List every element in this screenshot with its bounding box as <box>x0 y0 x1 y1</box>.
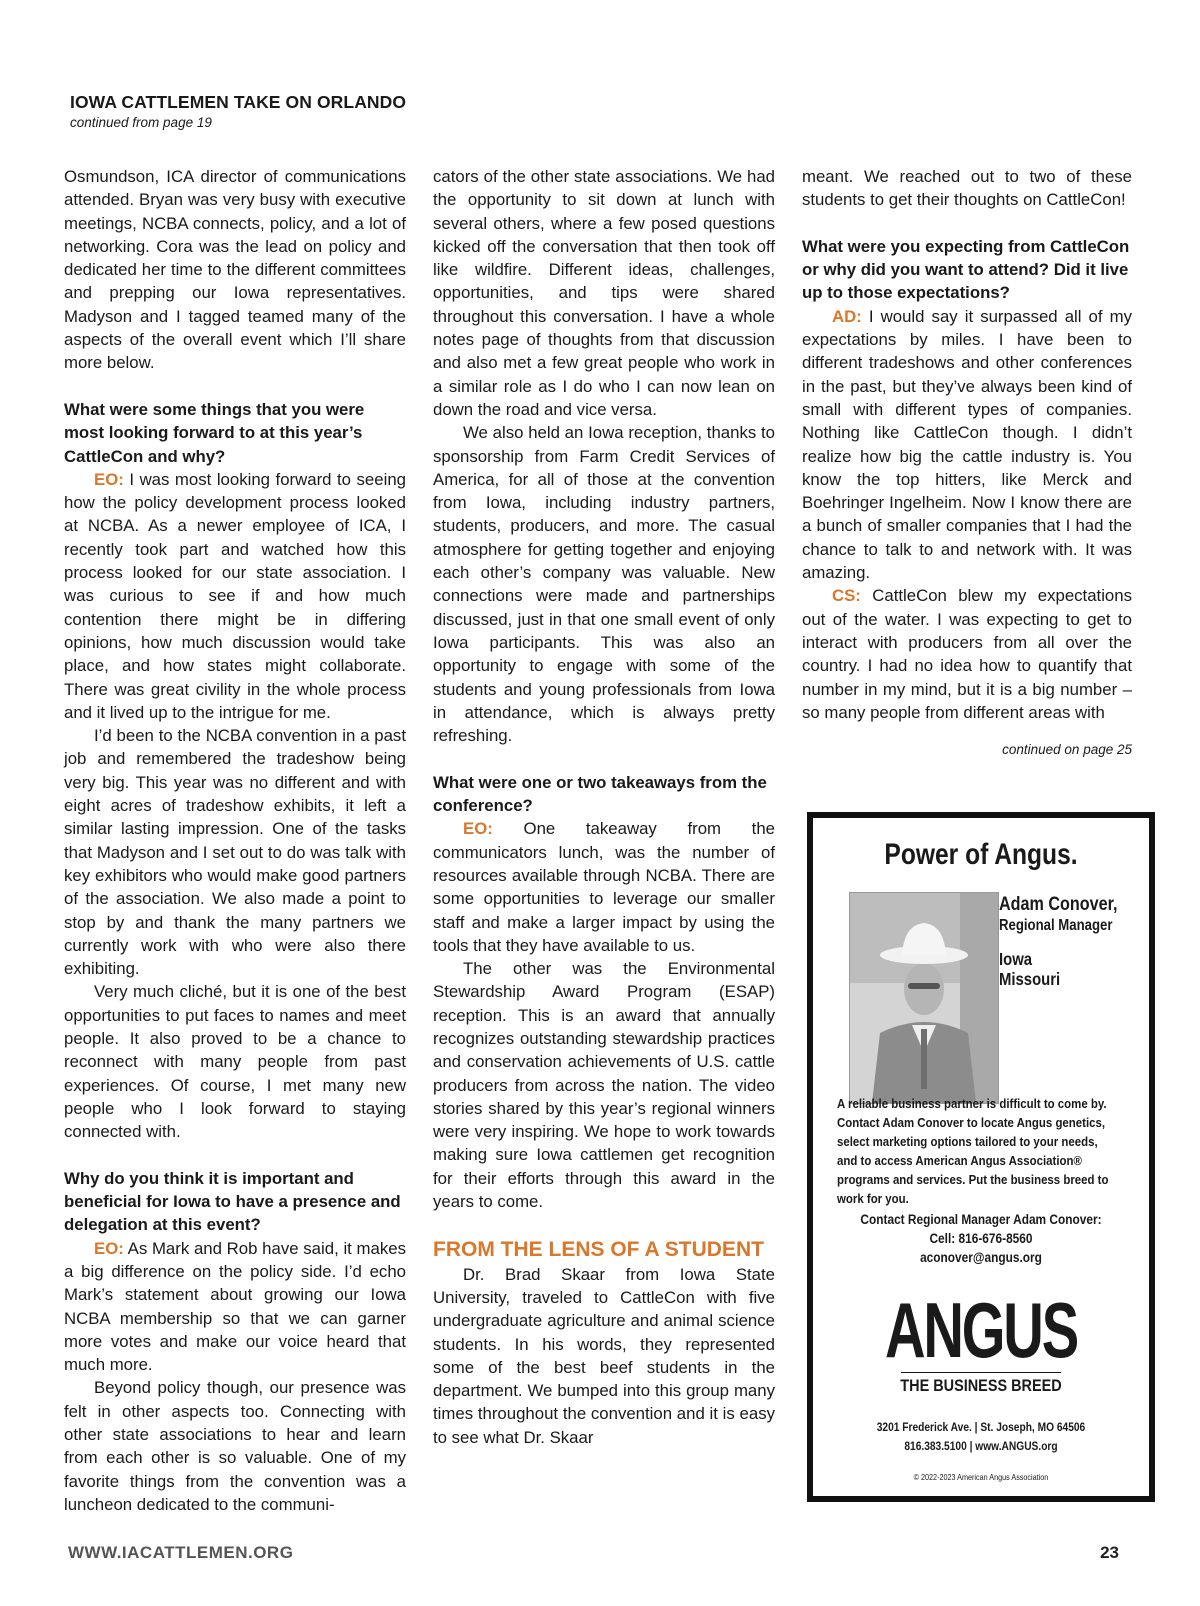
question-heading: Why do you think it is important and beneficial for Iowa to have a presence and delegation at this event? <box>64 1168 401 1235</box>
person-photo-icon <box>850 893 998 1103</box>
paragraph: AD: I would say it surpassed all of my expectations by miles. I have been to different tradeshows and other conferences in the past, but they’ve always been kind of small with different types of companies. Nothing like CattleCon though. I didn’t realize how big the cattle industry is. You know the top hitters, like Merck and Boehringer Ingelheim. Now I know there are a bunch of smaller companies that I had the chance to talk to and network with. It was amazing. <box>802 306 1132 583</box>
paragraph: meant. We reached out to two of these students to get their thoughts on CattleCon! <box>802 167 1132 210</box>
paragraph: We also held an Iowa reception, thanks to sponsorship from Farm Credit Services of America, for all of those at the convention from Iowa, including industry partners, students, producers, and more. The casual atmosphere for getting together and enjoying each other’s company was valuable. New connections were made and partnerships discussed, just in that one small event of only Iowa participants. This was also an opportunity to engage with some of the students and young professionals from Iowa in attendance, which is always pretty refreshing. <box>433 423 775 746</box>
section-heading: FROM THE LENS OF A STUDENT <box>433 1237 764 1261</box>
rep-photo <box>849 892 999 1104</box>
paragraph: The other was the Environmental Stewardship Award Program (ESAP) reception. This is an award that annually recognizes outstanding stewardship practices and conservation achievements of U.S. cattle producers from across the nation. The video stories shared by this year’s regional winners were very inspiring. We hope to work towards making sure Iowa cattlemen get recognition for their efforts through this award in the years to come. <box>433 959 775 1212</box>
ad-tagline: THE BUSINESS BREED <box>900 1376 1062 1395</box>
question-heading: What were some things that you were most looking forward to at this year’s CattleCon and why? <box>64 399 365 466</box>
contact-cell: Cell: 816-676-8560 <box>929 1231 1033 1246</box>
column-1 <box>64 165 406 1516</box>
angus-logo: ANGUS <box>884 1286 1078 1374</box>
paragraph: CS: CattleCon blew my expectations out of the water. I was expecting to get to interact with producers from all over the country. I had no idea how to quantify that number in my mind, but it is a big number – so many people from different areas with <box>802 586 1132 722</box>
paragraph: EO: As Mark and Rob have said, it makes a big difference on the policy side. I’d echo Mark’s statement about growing our Iowa NCBA membership so that we can garner more votes and make our voice heard that much more. <box>64 1238 406 1375</box>
ad-copyright: © 2022-2023 American Angus Association <box>913 1472 1049 1482</box>
speaker-label: EO: <box>94 469 124 489</box>
continued-on: continued on page 25 <box>1002 742 1132 758</box>
column-3 <box>802 165 1132 761</box>
article-title: IOWA CATTLEMEN TAKE ON ORLANDO <box>70 92 407 112</box>
speaker-label: AD: <box>832 306 862 326</box>
column-2 <box>433 165 775 1449</box>
footer-url[interactable]: WWW.IACATTLEMEN.ORG <box>68 1543 294 1562</box>
paragraph: EO: One takeaway from the communicators lunch, was the number of resources available through NCBA. There are some opportunities to leverage our smaller staff and make a larger impact by using the tools that they have available to us. <box>433 819 775 955</box>
paragraph: Very much cliché, but it is one of the best opportunities to put faces to names and meet people. It also proved to be a chance to reconnect with many people from past experiences. Of course, I met many new people who I look forward to staying connected with. <box>64 982 406 1142</box>
speaker-label: CS: <box>832 586 861 606</box>
ad-body-text: A reliable business partner is difficult to come by. Contact Adam Conover to locate Angus genetics, select marketing options tailored to your needs, and to access American Angus Association® programs and services. Put the business breed to work for you. <box>837 1096 1109 1206</box>
rep-state: Missouri <box>999 969 1061 989</box>
paragraph: Beyond policy though, our presence was felt in other aspects too. Connecting with other state associations to hear and learn from each other is so valuable. One of my favorite things from the convention was a luncheon dedicated to the communi- <box>64 1378 406 1514</box>
paragraph: cators of the other state associations. We had the opportunity to sit down at lunch with several others, where a few posed questions kicked off the conversation that then took off like wildfire. Different ideas, challenges, opportunities, and tips were shared throughout this conversation. I have a whole notes page of thoughts from that discussion and also met a few great people who work in a similar role as I do who I can now lean on down the road and vice versa. <box>433 167 775 419</box>
paragraph: I’d been to the NCBA convention in a past job and remembered the tradeshow being very big. This year was no different and with eight acres of tradeshow exhibits, it left a similar lasting impression. One of the tasks that Madyson and I set out to do was talk with key exhibitors who would make good partners of the association. We also made a point to stop by and thank the many partners we currently work with who were also there exhibiting. <box>64 726 406 979</box>
page-number: 23 <box>1100 1543 1119 1562</box>
question-heading: What were you expecting from CattleCon or why did you want to attend? Did it live up to those expectations? <box>802 236 1130 303</box>
article-header <box>70 92 406 130</box>
ad-address: 3201 Frederick Ave. | St. Joseph, MO 64506 816.383.5100 | www.ANGUS.org <box>838 1418 1124 1456</box>
ad-title: Power of Angus. <box>884 838 1078 871</box>
paragraph: Osmundson, ICA director of communications attended. Bryan was very busy with executive meetings, NCBA connects, policy, and a lot of networking. Cora was the lead on policy and dedicated her time to the different committees and prepping our Iowa representatives. Madyson and I tagged teamed many of the aspects of the overall event which I’ll share more below. <box>64 167 406 373</box>
rep-role: Regional Manager <box>999 917 1113 934</box>
ad-phone-web[interactable]: 816.383.5100 | www.ANGUS.org <box>904 1439 1058 1453</box>
contact-email[interactable]: aconover@angus.org <box>920 1250 1042 1265</box>
speaker-label: EO: <box>94 1238 124 1258</box>
rep-name: Adam Conover, <box>999 894 1118 915</box>
ad-contact <box>813 1210 1149 1267</box>
continued-from: continued from page 19 <box>70 115 212 130</box>
contact-title: Contact Regional Manager Adam Conover: <box>860 1212 1102 1227</box>
rep-state: Iowa <box>999 949 1033 969</box>
question-heading: What were one or two takeaways from the conference? <box>433 772 767 816</box>
rep-info <box>999 894 1138 989</box>
paragraph: Dr. Brad Skaar from Iowa State University, traveled to CattleCon with five undergraduate agriculture and animal science students. In his words, they represented some of the best beef students in the department. We bumped into this group many times throughout the convention and it is easy to see what Dr. Skaar <box>433 1264 775 1447</box>
angus-advertisement <box>807 812 1155 1502</box>
paragraph: EO: I was most looking forward to seeing how the policy development process looked at NCBA. As a newer employee of ICA, I recently took part and watched how this process looked for our state association. I was curious to see if and how much contention there might be in differing opinions, how much discussion would take place, and how states might collaborate. There was great civility in the whole process and it lived up to the intrigue for me. <box>64 469 406 722</box>
speaker-label: EO: <box>463 819 493 839</box>
logo-divider <box>901 1372 1061 1373</box>
